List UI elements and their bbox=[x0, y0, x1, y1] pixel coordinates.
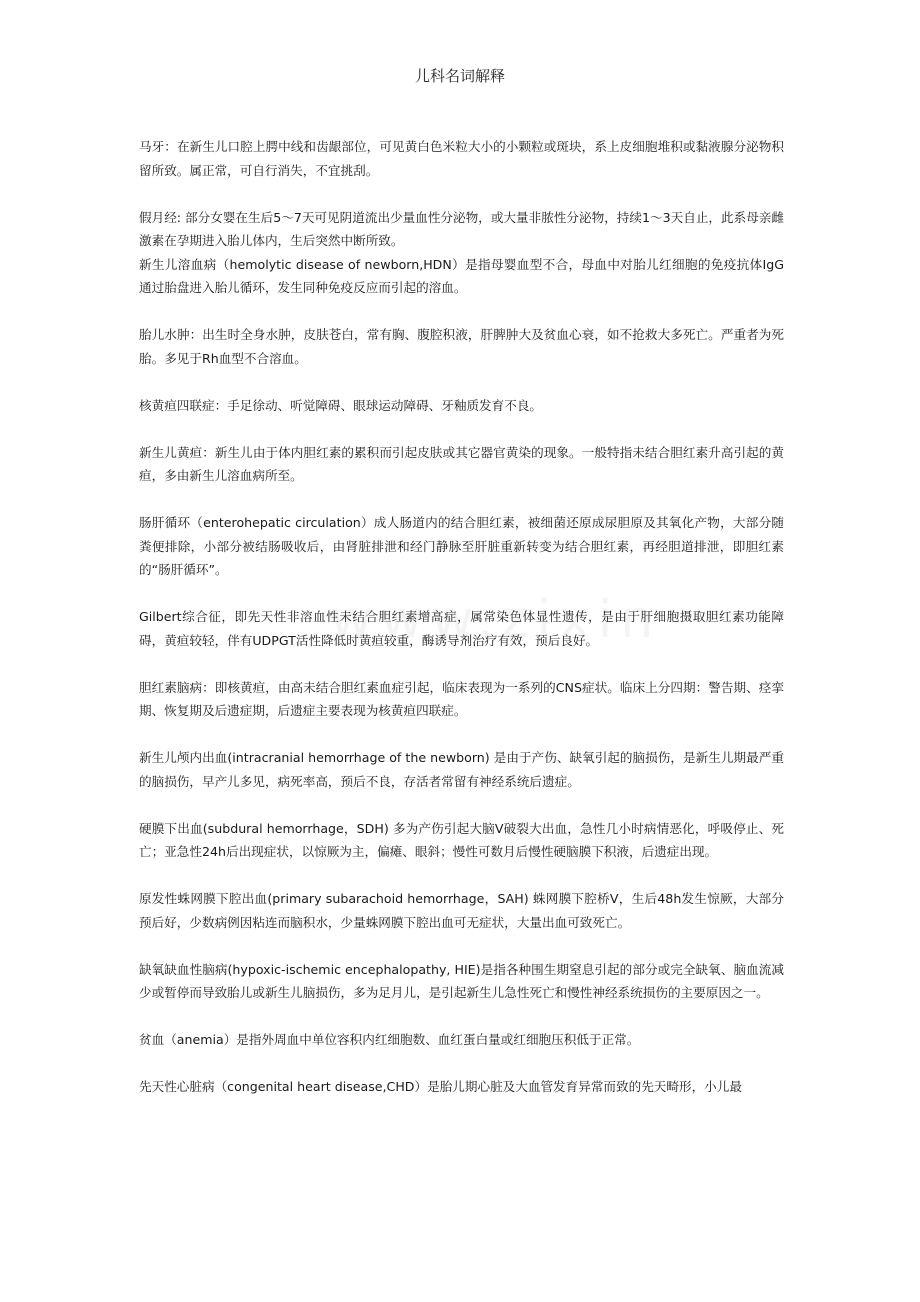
paragraph-anemia: 贫血（anemia）是指外周血中单位容积内红细胞数、血红蛋白量或红细胞压积低于正常。 bbox=[139, 1032, 640, 1047]
paragraph-xin-sheng-er-huang-dan: 新生儿黄疸：新生儿由于体内胆红素的累积而引起皮肤或其它器官黄染的现象。一般特指未结合胆红素升高引起的黄疸，多由新生儿溶血病所至。 bbox=[139, 444, 784, 483]
paragraph-jia-yue-jing: 假月经: 部分女婴在生后5～7天可见阴道流出少量血性分泌物，或大量非脓性分泌物，持续1～3天自止，此系母亲雌激素在孕期进入胎儿体内，生后突然中断所致。 bbox=[139, 209, 784, 248]
paragraph-he-huang-dan-si-lian-zheng: 核黄疸四联症：手足徐动、听觉障碍、眼球运动障碍、牙釉质发育不良。 bbox=[139, 397, 542, 413]
paragraph-gilbert: Gilbert综合征，即先天性非溶血性未结合胆红素增高症，属常染色体显性遗传，是由于肝细胞摄取胆红素功能障碍，黄疸较轻，伴有UDPGT活性降低时黄疸较重，酶诱导剂治疗有效，预后良好。 bbox=[139, 609, 784, 648]
paragraph-sah: 原发性蛛网膜下腔出血(primary subarachoid hemorrhage，SAH) 蛛网膜下腔桥V，生后48h发生惊厥，大部分预后好，少数病例因粘连而脑积水，少量蛛网膜下腔出血可无症状，大量出血可致死亡。 bbox=[139, 891, 784, 930]
paragraph-dan-hong-su-nao-bing: 胆红素脑病：即核黄疸，由高未结合胆红素血症引起，临床表现为一系列的CNS症状。临床上分四期：警告期、痉挛期、恢复期及后遗症期，后遗症主要表现为核黄疸四联症。 bbox=[139, 679, 784, 718]
document-title: 儿科名词解释 bbox=[414, 67, 505, 85]
paragraph-hie: 缺氧缺血性脑病(hypoxic-ischemic encephalopathy, HIE)是指各种围生期窒息引起的部分或完全缺氧、脑血流减少或暂停而导致胎儿或新生儿脑损伤，多为足月儿，是引起新生儿急性死亡和慢性神经系统损伤的主要原因之一。 bbox=[139, 961, 784, 1000]
paragraph-ma-ya: 马牙：在新生儿口腔上腭中线和齿龈部位，可见黄白色米粒大小的小颗粒或斑块，系上皮细胞堆积或黏液腺分泌物积留所致。属正常，可自行消失，不宜挑刮。 bbox=[139, 139, 784, 178]
paragraph-hdn: 新生儿溶血病（hemolytic disease of newborn,HDN）是指母婴血型不合，母血中对胎儿红细胞的免疫抗体IgG通过胎盘进入胎儿循环，发生同种免疫反应而引起的溶血。 bbox=[139, 256, 784, 295]
paragraph-chd: 先天性心脏病（congenital heart disease,CHD）是胎儿期心脏及大血管发育异常而致的先天畸形，小儿最 bbox=[139, 1079, 742, 1094]
paragraph-sdh: 硬膜下出血(subdural hemorrhage，SDH) 多为产伤引起大脑V破裂大出血，急性几小时病情恶化，呼吸停止、死亡；亚急性24h后出现症状，以惊厥为主，偏瘫、眼斜；慢性可数月后慢性硬脑膜下积液，后遗症出现。 bbox=[139, 820, 784, 859]
paragraph-tai-er-shui-zhong: 胎儿水肿：出生时全身水肿，皮肤苍白，常有胸、腹腔积液，肝脾肿大及贫血心衰，如不抢救大多死亡。严重者为死胎。多见于Rh血型不合溶血。 bbox=[139, 327, 784, 366]
document-body bbox=[139, 135, 784, 1099]
paragraph-lu-nei-chu-xue: 新生儿颅内出血(intracranial hemorrhage of the newborn) 是由于产伤、缺氧引起的脑损伤，是新生儿期最严重的脑损伤，早产儿多见，病死率高，预后不良，存活者常留有神经系统后遗症。 bbox=[139, 750, 784, 789]
paragraph-chang-gan-xun-huan: 肠肝循环（enterohepatic circulation）成人肠道内的结合胆红素，被细菌还原成尿胆原及其氧化产物，大部分随粪便排除，小部分被结肠吸收后，由肾脏排泄和经门静脉至肝脏重新转变为结合胆红素，再经胆道排泄，即胆红素的“肠肝循环”。 bbox=[139, 515, 784, 577]
